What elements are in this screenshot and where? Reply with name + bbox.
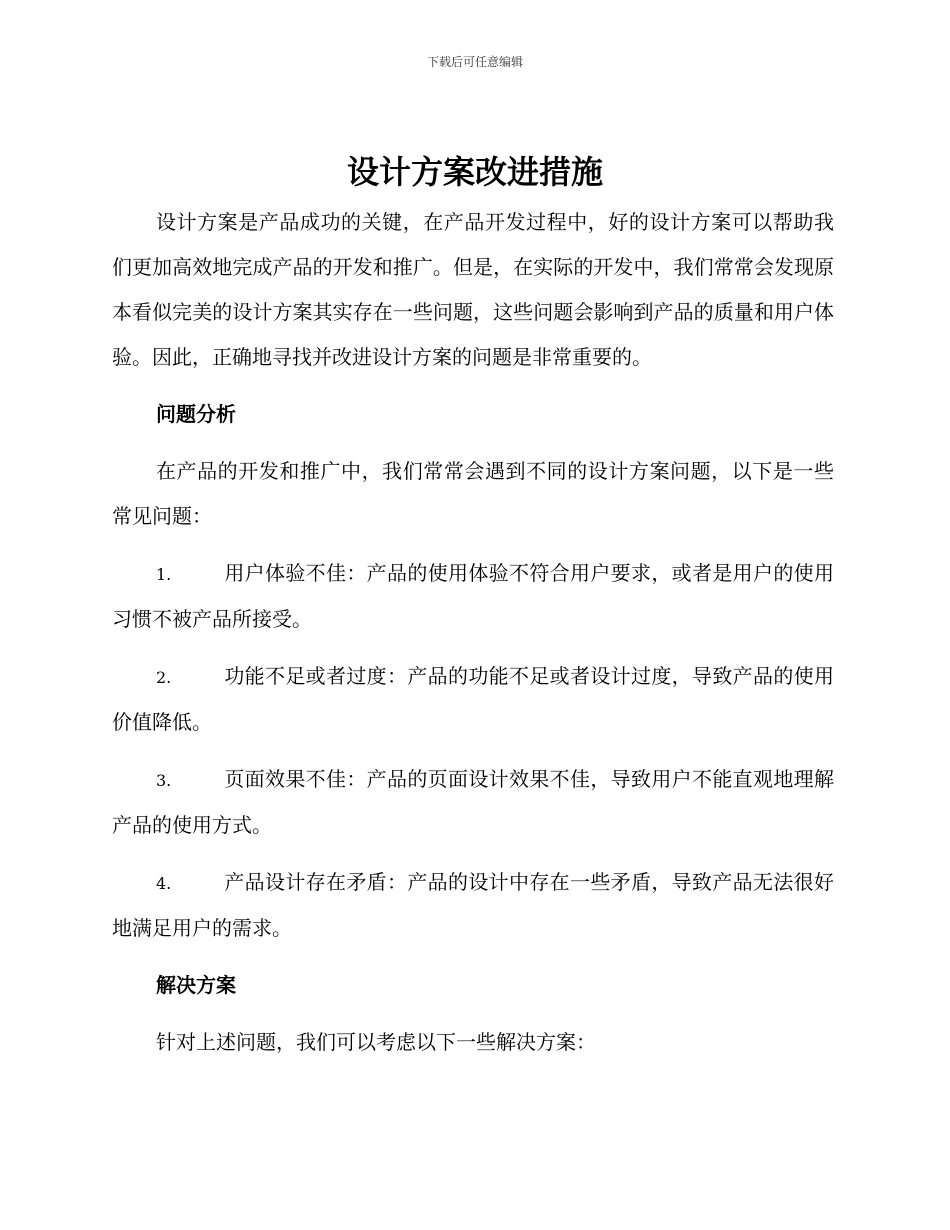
list-number: 2.	[156, 668, 172, 687]
intro-paragraph: 设计方案是产品成功的关键，在产品开发过程中，好的设计方案可以帮助我们更加高效地完成产品的开发和推广。但是，在实际的开发中，我们常常会发现原本看似完美的设计方案其实存在一些问题，这些问题会影响到产品的质量和用户体验。因此，正确地寻找并改进设计方案的问题是非常重要的。	[112, 210, 834, 369]
section-heading-solutions: 解决方案	[156, 973, 236, 997]
document-title: 设计方案改进措施	[346, 153, 603, 191]
list-number: 4.	[156, 874, 172, 893]
solutions-lead-paragraph: 针对上述问题，我们可以考虑以下一些解决方案：	[156, 1030, 596, 1054]
section-heading-problem-analysis: 问题分析	[156, 402, 236, 426]
list-item-text: 功能不足或者过度：产品的功能不足或者设计过度，导致产品的使用价值降低。	[112, 664, 834, 734]
list-item	[112, 860, 834, 951]
list-item	[112, 551, 834, 642]
list-item	[112, 757, 834, 848]
list-item	[112, 654, 834, 745]
header-note: 下载后可任意编辑	[426, 55, 523, 69]
list-item-text: 产品设计存在矛盾：产品的设计中存在一些矛盾，导致产品无法很好地满足用户的需求。	[112, 870, 834, 940]
problem-lead-paragraph: 在产品的开发和推广中，我们常常会遇到不同的设计方案问题，以下是一些常见问题：	[112, 459, 834, 528]
document-body	[112, 200, 834, 1077]
list-item-text: 用户体验不佳：产品的使用体验不符合用户要求，或者是用户的使用习惯不被产品所接受。	[112, 561, 834, 631]
list-item-text: 页面效果不佳：产品的页面设计效果不佳，导致用户不能直观地理解产品的使用方式。	[112, 767, 834, 837]
list-number: 3.	[156, 771, 172, 790]
list-number: 1.	[156, 565, 172, 584]
